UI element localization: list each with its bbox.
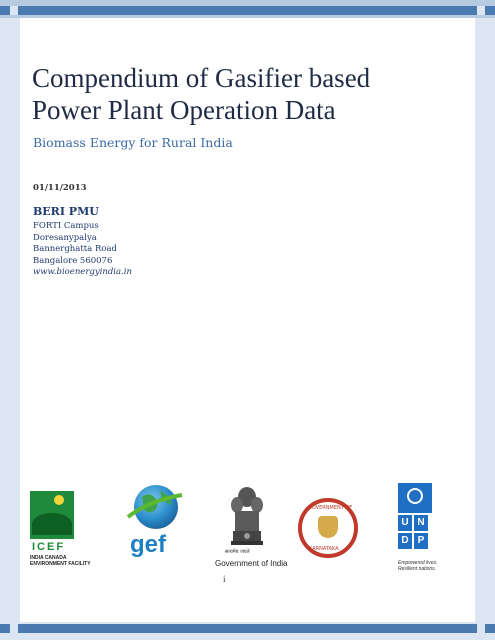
seal-text-bottom: KARNATAKA	[309, 546, 339, 552]
karnataka-seal	[298, 498, 368, 568]
bottom-left-notch	[10, 624, 18, 633]
hill-icon	[32, 513, 72, 535]
seal-text-top: GOVERNMENT OF	[308, 505, 353, 511]
crest-icon	[318, 516, 338, 538]
undp-tile: P	[414, 533, 428, 549]
gef-wordmark: gef	[130, 531, 166, 558]
sun-icon	[54, 495, 64, 505]
goi-wordmark: Government of India	[215, 559, 288, 568]
top-right-notch	[477, 6, 485, 15]
undp-tile: N	[414, 515, 428, 531]
address-line: Doresanypalya	[33, 232, 97, 243]
document-title	[32, 62, 462, 126]
icef-caption	[30, 555, 91, 567]
icef-caption-line: INDIA CANADA	[30, 555, 67, 561]
icef-wordmark: ICEF	[32, 541, 66, 553]
title-line-1: Compendium of Gasifier based	[32, 63, 371, 93]
title-line-2: Power Plant Operation Data	[32, 95, 336, 125]
gef-logo	[120, 481, 192, 576]
top-accent-bar	[0, 6, 495, 15]
address-block	[33, 221, 132, 279]
icef-logo	[30, 491, 94, 571]
bottom-accent-bar	[0, 624, 495, 633]
icef-caption-line: ENVIRONMENT FACILITY	[30, 561, 91, 567]
national-emblem-icon	[229, 483, 265, 553]
undp-tagline-line: Resilient nations.	[398, 566, 437, 572]
website-link[interactable]: www.bioenergyindia.in	[33, 267, 132, 278]
organization-name: BERI PMU	[33, 205, 99, 218]
address-line: Bangalore 560076	[33, 255, 113, 266]
un-globe-icon	[407, 488, 423, 504]
address-line: Bannerghatta Road	[33, 244, 117, 255]
un-emblem-box	[398, 483, 432, 513]
undp-logo	[398, 483, 448, 578]
document-date: 01/11/2013	[33, 183, 87, 193]
undp-tile: U	[398, 515, 412, 531]
page-number: i	[223, 574, 226, 584]
address-line: FORTI Campus	[33, 221, 99, 231]
bottom-right-notch	[477, 624, 485, 633]
government-of-india-logo	[215, 483, 288, 583]
undp-tagline	[398, 560, 437, 572]
document-subtitle: Biomass Energy for Rural India	[33, 135, 233, 150]
top-left-notch	[10, 6, 18, 15]
globe-icon	[124, 481, 184, 536]
undp-tile: D	[398, 533, 412, 549]
undp-tagline-line: Empowered lives.	[398, 560, 438, 566]
emblem-motto: सत्यमेव जयते	[225, 549, 250, 555]
